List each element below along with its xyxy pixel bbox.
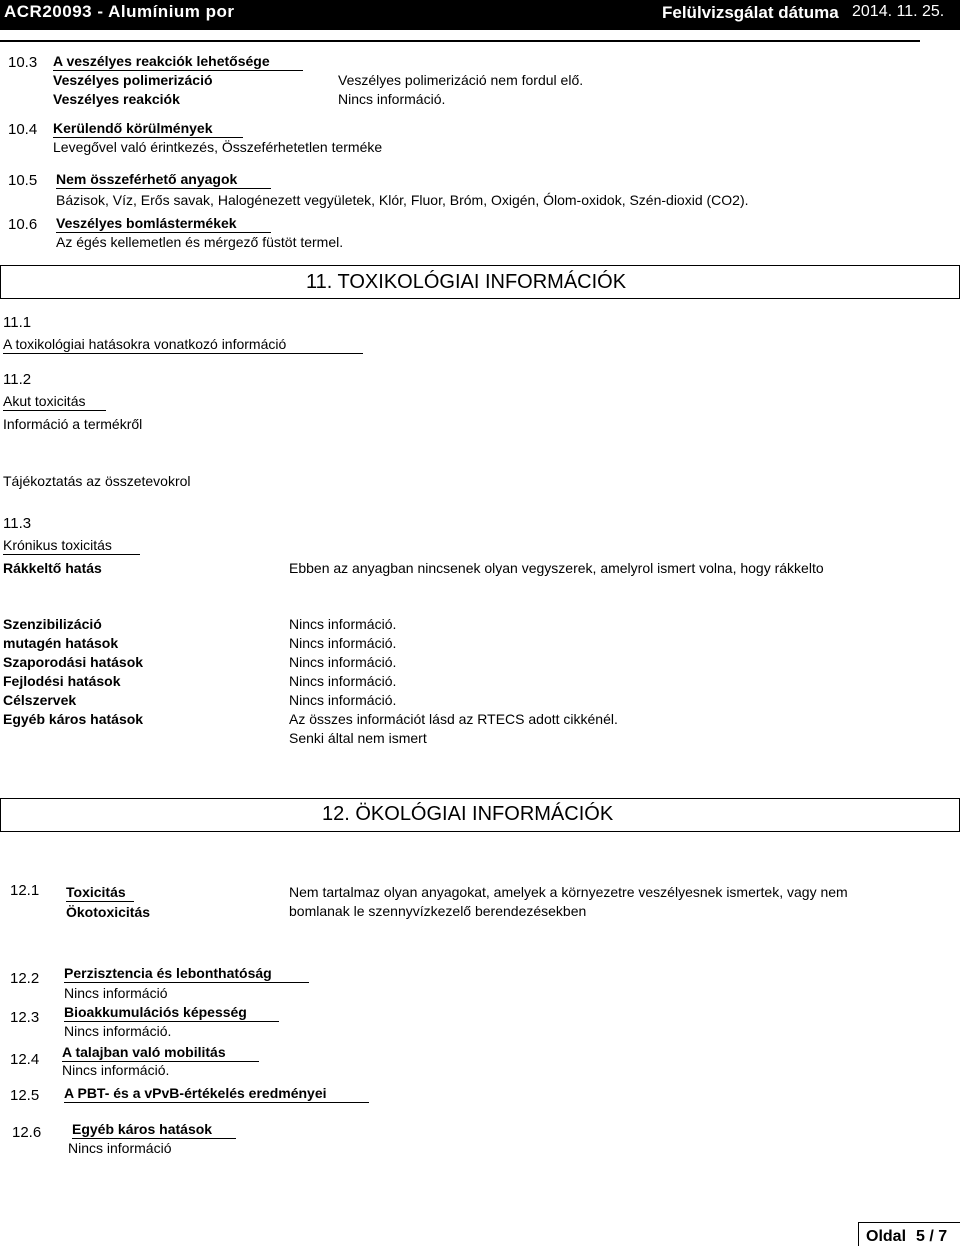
- section-number: 10.3: [8, 54, 38, 71]
- subsection-title: Kerülendő körülmények: [53, 120, 243, 138]
- field-value: bomlanak le szennyvízkezelő berendezésekben: [289, 903, 587, 919]
- subsection-title: A veszélyes reakciók lehetősége: [53, 53, 303, 71]
- field-label: Veszélyes reakciók: [53, 91, 180, 107]
- subsection-title: Toxicitás: [66, 884, 134, 902]
- field-value: Senki által nem ismert: [289, 730, 427, 746]
- subsection-title: Perzisztencia és lebonthatóság: [64, 965, 309, 983]
- field-label: Információ a termékről: [3, 416, 143, 432]
- section-number: 11.2: [3, 371, 32, 388]
- field-value: Az összes információt lásd az RTECS adott cikkénél.: [289, 711, 618, 727]
- field-value: Nincs információ.: [289, 692, 397, 708]
- field-value: Nincs információ.: [289, 654, 397, 670]
- field-value: Nincs információ.: [338, 91, 446, 107]
- section-number: 12.5: [10, 1087, 40, 1104]
- subsection-title: A PBT- és a vPvB-értékelés eredményei: [64, 1085, 369, 1103]
- field-label: Egyéb káros hatások: [3, 711, 144, 727]
- field-value: Nincs információ: [64, 985, 168, 1001]
- field-label: Tájékoztatás az összetevokrol: [3, 473, 191, 489]
- field-value: Nincs információ: [68, 1140, 172, 1156]
- subsection-title: Egyéb káros hatások: [72, 1121, 236, 1139]
- field-value: Nincs információ.: [289, 673, 397, 689]
- field-label: mutagén hatások: [3, 635, 119, 651]
- field-value: Ebben az anyagban nincsenek olyan vegyszerek, amelyrol ismert volna, hogy rákkelto: [289, 560, 824, 576]
- field-label: Rákkeltő hatás: [3, 560, 102, 576]
- section-number: 12.3: [10, 1009, 40, 1026]
- section-title: 11. TOXIKOLÓGIAI INFORMÁCIÓK: [306, 271, 627, 293]
- field-value: Nincs információ.: [64, 1023, 172, 1039]
- field-label: Fejlodési hatások: [3, 673, 121, 689]
- section-number: 12.1: [10, 882, 40, 899]
- subsection-title: A talajban való mobilitás: [62, 1044, 259, 1062]
- section-number: 11.1: [3, 314, 32, 331]
- field-label: Célszervek: [3, 692, 77, 708]
- subsection-title: Nem összeférhető anyagok: [56, 171, 271, 189]
- field-value: Nincs információ.: [62, 1062, 170, 1078]
- section-number: 10.5: [8, 172, 38, 189]
- subsection-title: Ökotoxicitás: [66, 904, 151, 920]
- page-label: Oldal: [866, 1228, 907, 1245]
- section-number: 10.6: [8, 216, 38, 233]
- subsection-title: Akut toxicitás: [3, 393, 106, 411]
- section-number: 12.6: [12, 1124, 42, 1141]
- field-value: Bázisok, Víz, Erős savak, Halogénezett vegyületek, Klór, Fluor, Bróm, Oxigén, Ólom-oxidok, Szén-dioxid (CO2).: [56, 192, 749, 208]
- subsection-title: Bioakkumulációs képesség: [64, 1004, 279, 1022]
- subsection-title: Krónikus toxicitás: [3, 537, 140, 555]
- subsection-title: A toxikológiai hatásokra vonatkozó információ: [3, 336, 363, 354]
- product-title: ACR20093 - Alumínium por: [4, 2, 235, 21]
- field-value: Nincs információ.: [289, 635, 397, 651]
- field-value: Veszélyes polimerizáció nem fordul elő.: [338, 72, 584, 88]
- page-number: 5 / 7: [916, 1228, 948, 1245]
- section-number: 10.4: [8, 121, 38, 138]
- section-number: 12.2: [10, 970, 40, 987]
- revision-label: Felülvizsgálat dátuma: [662, 3, 839, 22]
- revision-date: 2014. 11. 25.: [852, 3, 945, 20]
- subsection-title: Veszélyes bomlástermékek: [56, 215, 271, 233]
- field-label: Szaporodási hatások: [3, 654, 144, 670]
- section-number: 12.4: [10, 1051, 40, 1068]
- section-number: 11.3: [3, 515, 32, 532]
- section-title: 12. ÖKOLÓGIAI INFORMÁCIÓK: [322, 803, 614, 825]
- field-value: Levegővel való érintkezés, Összeférhetetlen terméke: [53, 139, 383, 155]
- field-value: Nincs információ.: [289, 616, 397, 632]
- field-label: Veszélyes polimerizáció: [53, 72, 213, 88]
- header-divider: [0, 40, 920, 42]
- field-value: Nem tartalmaz olyan anyagokat, amelyek a környezetre veszélyesnek ismertek, vagy nem: [289, 884, 848, 900]
- field-value: Az égés kellemetlen és mérgező füstöt termel.: [56, 234, 344, 250]
- field-label: Szenzibilizáció: [3, 616, 102, 632]
